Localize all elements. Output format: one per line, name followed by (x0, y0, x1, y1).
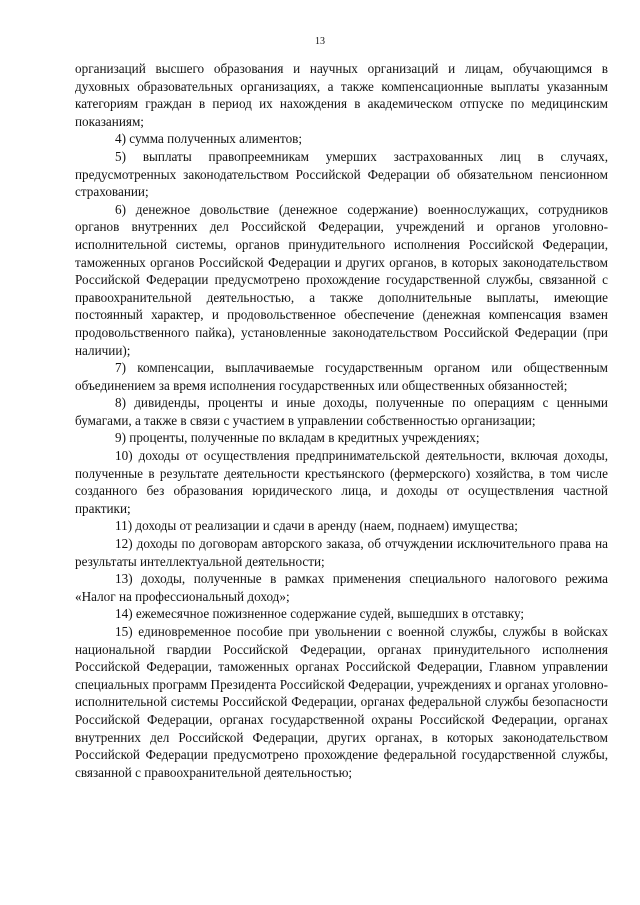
list-item-13: 13) доходы, полученные в рамках применения специального налогового режима «Налог на профессиональный доход»; (75, 571, 608, 604)
document-body (75, 60, 608, 781)
list-item-8: 8) дивиденды, проценты и иные доходы, полученные по операциям с ценными бумагами, а также в связи с участием в управлении собственностью организации; (75, 395, 608, 428)
list-item-10: 10) доходы от осуществления предпринимательской деятельности, включая доходы, полученные в результате деятельности крестьянского (фермерского) хозяйства, в том числе созданного без образования юридического лица, и доходы от осуществления частной практики; (75, 448, 608, 516)
list-item-9: 9) проценты, полученные по вкладам в кредитных учреждениях; (115, 430, 480, 446)
list-item-15: 15) единовременное пособие при увольнении с военной службы, службы в войсках национальной гвардии Российской Федерации, органах принудительного исполнения Российской Федерации, таможенных органах Российской Федерации, Главном управлении специальных программ Президента Российской Федерации, учреждениях и органах уголовно-исполнительной системы Российской Федерации, органах федеральной службы безопасности Российской Федерации, органах государственной охраны Российской Федерации, органах внутренних дел Российской Федерации, других органах, в которых законодательством Российской Федерации предусмотрено прохождение федеральной государственной службы, связанной с правоохранительной деятельностью; (75, 624, 608, 780)
page-number: 13 (315, 36, 325, 47)
list-item-7: 7) компенсации, выплачиваемые государственным органом или общественным объединением за время исполнения государственных или общественных обязанностей; (75, 360, 608, 393)
list-item-5: 5) выплаты правопреемникам умерших застрахованных лиц в случаях, предусмотренных законодательством Российской Федерации об обязательном пенсионном страховании; (75, 148, 608, 200)
list-item-12: 12) доходы по договорам авторского заказа, об отчуждении исключительного права на результаты интеллектуальной деятельности; (75, 536, 608, 569)
paragraph-continuation: организаций высшего образования и научных организаций и лицам, обучающимся в духовных образовательных организациях, а также компенсационные выплаты указанным категориям граждан в период их нахождения в академическом отпуске по медицинским показаниям; (75, 61, 608, 129)
list-item-6: 6) денежное довольствие (денежное содержание) военнослужащих, сотрудников органов внутренних дел Российской Федерации, учреждений и органов уголовно-исполнительной системы, органов принудительного исполнения Российской Федерации, таможенных органов Российской Федерации и других органов, в которых законодательством Российской Федерации предусмотрено прохождение государственной службы, связанной с правоохранительной деятельностью, а также дополнительные выплаты, имеющие постоянный характер, и продовольственное обеспечение (денежная компенсация взамен продовольственного пайка), установленные законодательством Российской Федерации (при наличии); (75, 201, 608, 358)
list-item-14: 14) ежемесячное пожизненное содержание судей, вышедших в отставку; (115, 606, 525, 622)
list-item-11: 11) доходы от реализации и сдачи в аренду (наем, поднаем) имущества; (115, 518, 518, 534)
list-item-4: 4) сумма полученных алиментов; (115, 131, 303, 147)
